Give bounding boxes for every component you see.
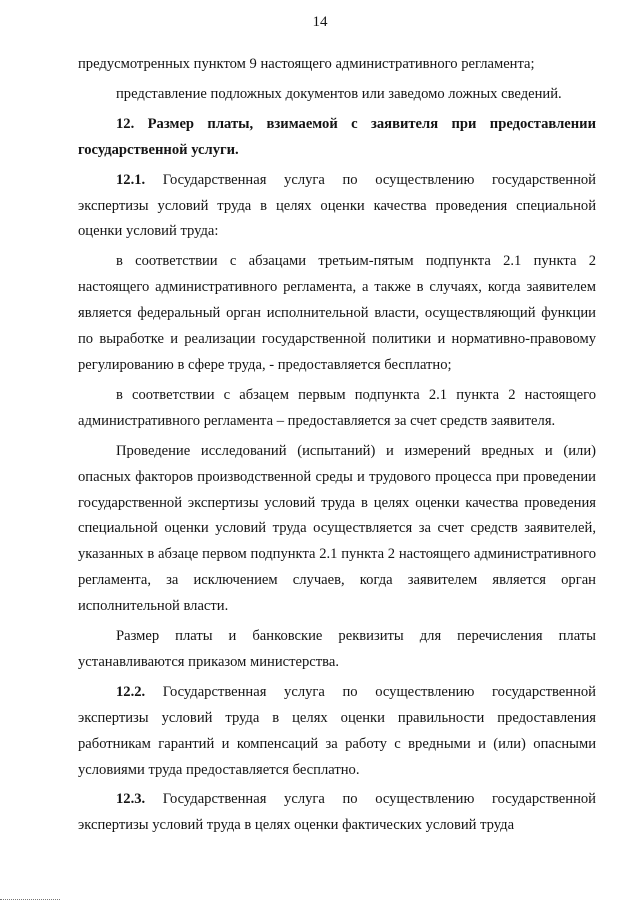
scan-artifact (0, 899, 60, 902)
section-heading: 12. Размер платы, взимаемой с заявителя при предоставлении государственной услуги. (78, 115, 596, 158)
numbered-paragraph (78, 680, 596, 784)
clause-text: Государственная услуга по осуществлению государственной экспертизы условий труда в целях оценки правильности предоставления работникам гарантий и компенсаций за работу с вредными и (или) опасными условиями труда предоставляется бесплатно. (78, 683, 596, 778)
numbered-paragraph (78, 787, 596, 839)
paragraph: предусмотренных пунктом 9 настоящего административного регламента; (78, 56, 535, 72)
clause-text: Государственная услуга по осуществлению государственной экспертизы условий труда в целях оценки качества проведения специальной оценки условий труда: (78, 171, 596, 240)
document-body (78, 52, 596, 843)
numbered-paragraph (78, 168, 596, 246)
clause-text: Государственная услуга по осуществлению государственной экспертизы условий труда в целях оценки фактических условий труда (78, 791, 596, 834)
clause-number: 12.1. (116, 171, 146, 188)
paragraph: в соответствии с абзацами третьим-пятым подпункта 2.1 пункта 2 настоящего административного регламента, а также в случаях, когда заявителем является федеральный орган исполнительной власти, осуществляющий функции по выработке и реализации государственной политики и нормативно-правовому регулированию в сфере труда, - предоставляется бесплатно; (78, 253, 596, 373)
page-number: 14 (312, 14, 328, 30)
clause-number: 12.3. (116, 791, 146, 808)
paragraph: Проведение исследований (испытаний) и измерений вредных и (или) опасных факторов производственной среды и трудового процесса при проведении государственной экспертизы условий труда в целях оценки качества проведения специальной оценки условий труда осуществляется за счет средств заявителей, указанных в абзаце первом подпункта 2.1 пункта 2 настоящего административного регламента, за исключением случаев, когда заявителем является орган исполнительной власти. (78, 442, 596, 615)
paragraph: Размер платы и банковские реквизиты для перечисления платы устанавливаются приказом министерства. (78, 628, 596, 670)
clause-number: 12.2. (116, 683, 146, 700)
paragraph: в соответствии с абзацем первым подпункта 2.1 пункта 2 настоящего административного регламента – предоставляется за счет средств заявителя. (78, 386, 596, 429)
paragraph: представление подложных документов или заведомо ложных сведений. (116, 85, 562, 102)
